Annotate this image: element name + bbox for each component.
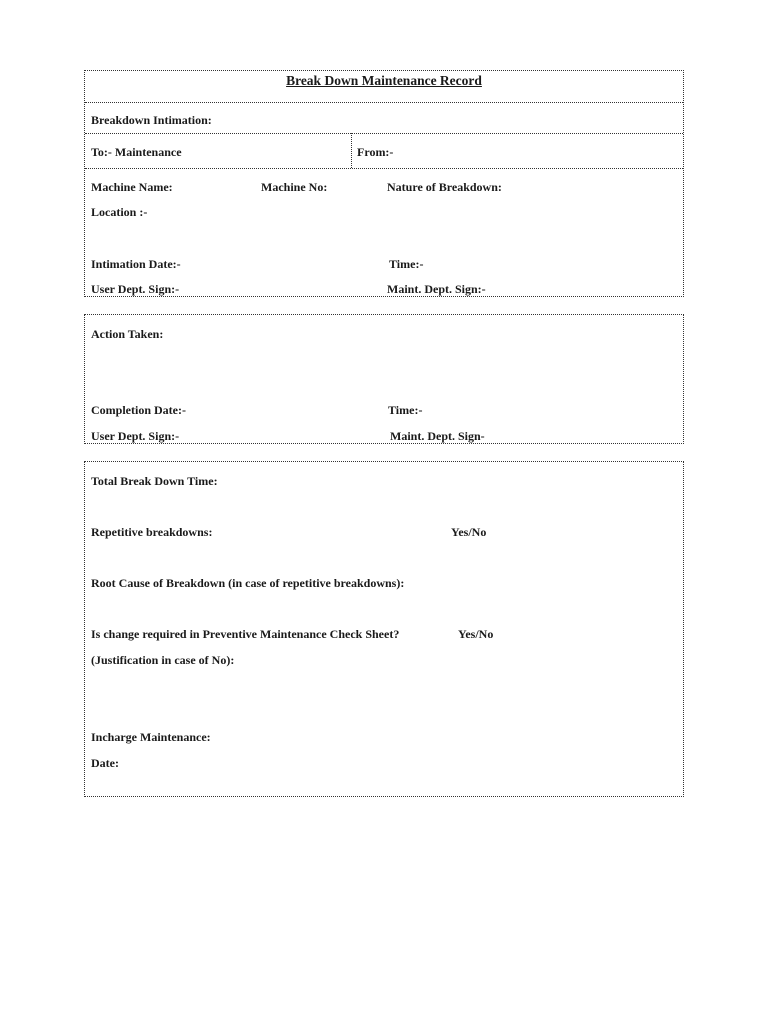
pm-change-question-label: Is change required in Preventive Maintenance Check Sheet? [91,627,400,641]
to-from-divider [351,133,352,168]
breakdown-intimation-label: Breakdown Intimation: [91,113,212,127]
pm-change-yes-no-label: Yes/No [458,627,494,641]
completion-time-label: Time:- [388,403,423,417]
date-label: Date: [91,756,119,770]
summary-section [84,461,684,797]
action-user-dept-sign-label: User Dept. Sign:- [91,429,180,443]
completion-date-label: Completion Date:- [91,403,186,417]
total-breakdown-time-label: Total Break Down Time: [91,474,218,488]
breakdown-intimation-section [84,70,684,297]
from-label: From:- [357,145,394,159]
action-taken-label: Action Taken: [91,327,164,341]
machine-no-label: Machine No: [261,180,328,194]
repetitive-yes-no-label: Yes/No [451,525,487,539]
machine-name-label: Machine Name: [91,180,173,194]
action-maint-dept-sign-label: Maint. Dept. Sign- [390,429,485,443]
title-row [85,71,683,103]
incharge-maintenance-label: Incharge Maintenance: [91,730,211,744]
intimation-label-row [85,102,683,134]
to-maintenance-label: To:- Maintenance [91,145,182,159]
nature-of-breakdown-label: Nature of Breakdown: [387,180,502,194]
user-dept-sign-label: User Dept. Sign:- [91,282,180,296]
to-from-row [85,133,683,169]
action-taken-section [84,314,684,444]
location-label: Location :- [91,205,148,219]
intimation-time-label: Time:- [389,257,424,271]
repetitive-breakdowns-label: Repetitive breakdowns: [91,525,213,539]
intimation-date-label: Intimation Date:- [91,257,181,271]
maint-dept-sign-label: Maint. Dept. Sign:- [387,282,486,296]
justification-label: (Justification in case of No): [91,653,235,667]
page-title: Break Down Maintenance Record [286,73,482,88]
root-cause-label: Root Cause of Breakdown (in case of repetitive breakdowns): [91,576,405,590]
